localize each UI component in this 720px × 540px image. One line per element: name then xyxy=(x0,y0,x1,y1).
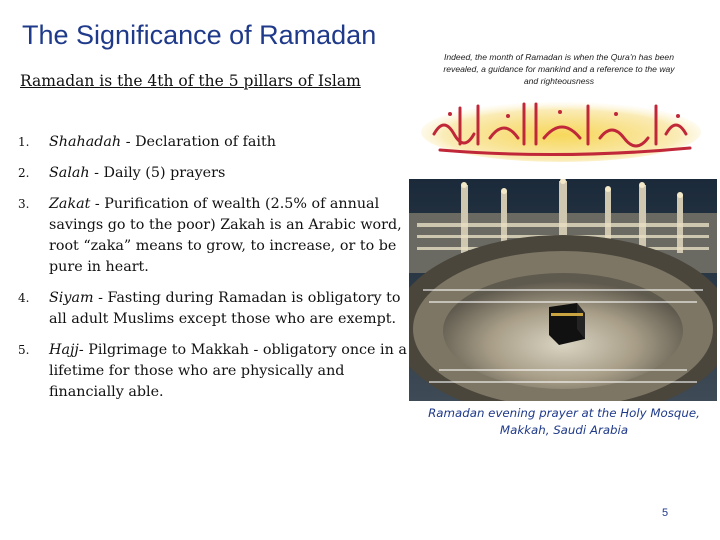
pillar-term: Siyam xyxy=(49,290,94,306)
pillar-description: - Daily (5) prayers xyxy=(89,165,226,181)
list-item-number: 2. xyxy=(18,166,30,180)
list-item xyxy=(18,288,410,330)
pillar-description: - Pilgrimage to Makkah - obligatory once in a lifetime for those who are physically and financially able. xyxy=(49,342,407,400)
pillar-term: Hajj xyxy=(49,342,79,358)
list-item-number: 4. xyxy=(18,291,30,305)
list-item xyxy=(18,132,410,153)
list-item xyxy=(18,340,410,403)
makkah-mosque-photo xyxy=(409,179,717,401)
list-item-number: 1. xyxy=(18,135,30,149)
quran-quote: Indeed, the month of Ramadan is when the Qura'n has been revealed, a guidance for mankind and a reference to the way and righteousness xyxy=(443,52,675,86)
pillars-list xyxy=(18,132,410,403)
pillar-description: - Declaration of faith xyxy=(121,134,276,150)
list-item-number: 5. xyxy=(18,343,30,357)
pillar-description: - Fasting during Ramadan is obligatory to all adult Muslims except those who are exempt. xyxy=(49,290,401,327)
list-item xyxy=(18,163,410,184)
list-item xyxy=(18,194,410,278)
pillar-term: Zakat xyxy=(49,196,91,212)
page-number: 5 xyxy=(662,507,669,519)
list-item-number: 3. xyxy=(18,197,30,211)
photo-caption: Ramadan evening prayer at the Holy Mosque, Makkah, Saudi Arabia xyxy=(428,406,700,437)
pillar-term: Shahadah xyxy=(49,134,122,150)
slide-title: The Significance of Ramadan xyxy=(22,20,377,50)
pillar-description: - Purification of wealth (2.5% of annual savings go to the poor) Zakah is an Arabic word, root “zaka” means to grow, to increase, or to be pure in heart. xyxy=(49,196,402,275)
pillar-term: Salah xyxy=(49,165,90,181)
arabic-calligraphy-image xyxy=(420,94,702,162)
slide-subtitle: Ramadan is the 4th of the 5 pillars of Islam xyxy=(20,72,361,90)
